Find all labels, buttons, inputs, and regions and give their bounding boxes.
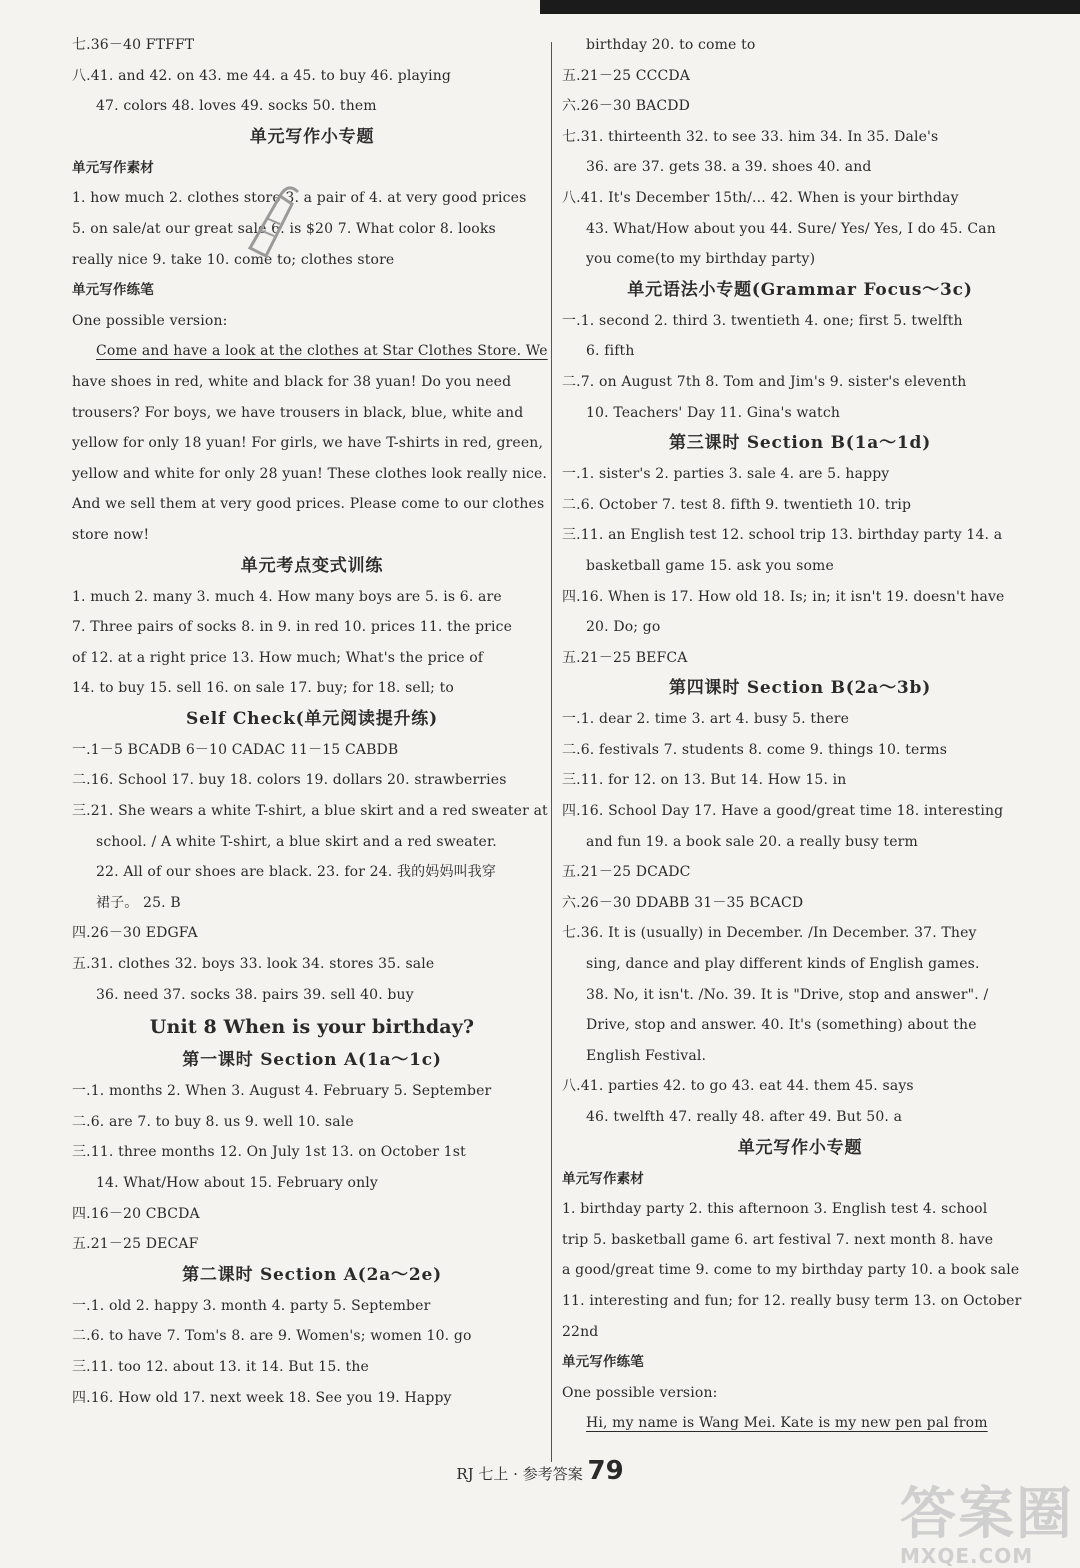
answer-line: 一.1. second 2. third 3. twentieth 4. one; first 5. twelfth [562, 312, 963, 329]
answer-line: 七.36－40 FTFFT [72, 37, 195, 53]
answer-line: 三.11. three months 12. On July 1st 13. on October 1st [72, 1144, 466, 1161]
footer-label: RJ 七上 · 参考答案 [456, 1465, 583, 1483]
answer-line [562, 1408, 1038, 1439]
answer-line: Drive, stop and answer. 40. It's (something) about the [586, 1017, 977, 1034]
answer-line: 10. Teachers' Day 11. Gina's watch [586, 404, 840, 421]
answer-line: yellow and white for only 28 yuan! These clothes look really nice. [72, 465, 548, 482]
answer-line: 5. on sale/at our great sale 6. is $20 7. What color 8. looks [72, 220, 496, 237]
answer-line: 二.7. on August 7th 8. Tom and Jim's 9. sister's eleventh [562, 373, 967, 390]
answer-line: 46. twelfth 47. really 48. after 49. But 50. a [586, 1109, 903, 1125]
answer-line: 38. No, it isn't. /No. 39. It is "Drive, stop and answer". / [586, 986, 989, 1003]
page-number: 79 [587, 1456, 624, 1486]
answer-line: 七.31. thirteenth 32. to see 33. him 34. In 35. Dale's [562, 128, 939, 145]
answer-line: 三.11. an English test 12. school trip 13. birthday party 14. a [562, 527, 1003, 544]
section-heading: 第三课时 Section B(1a～1d) [668, 433, 932, 454]
answer-line: 四.26－30 EDGFA [72, 925, 198, 942]
answer-line: 36. are 37. gets 38. a 39. shoes 40. and [586, 159, 872, 176]
answer-line: 八.41. parties 42. to go 43. eat 44. them 45. says [562, 1078, 914, 1095]
answer-line: basketball game 15. ask you some [586, 557, 834, 574]
answer-line: birthday 20. to come to [586, 37, 756, 53]
answer-line: 20. Do; go [586, 619, 661, 636]
answer-line: 1. birthday party 2. this afternoon 3. English test 4. school [562, 1201, 988, 1218]
section-heading: Self Check(单元阅读提升练) [186, 708, 438, 729]
section-heading: 单元写作小专题 [737, 1137, 863, 1158]
watermark [900, 1470, 1074, 1568]
kuaidui-stamp-icon [230, 178, 300, 268]
answer-line: really nice 9. take 10. come to; clothes store [72, 251, 395, 268]
answer-line: 1. how much 2. clothes store 3. a pair of 4. at very good prices [72, 190, 527, 207]
answer-line: of 12. at a right price 13. How much; What's the price of [72, 649, 484, 666]
watermark-url: MXQE.COM [900, 1544, 1034, 1568]
answer-line: 七.36. It is (usually) in December. /In December. 37. They [562, 925, 977, 942]
answer-line: store now! [72, 526, 150, 543]
section-heading: 第二课时 Section A(2a～2e) [182, 1264, 442, 1285]
answer-line: trip 5. basketball game 6. art festival 7. next month 8. have [562, 1231, 994, 1248]
answer-line: 四.16－20 CBCDA [72, 1205, 200, 1222]
answer-line: One possible version: [562, 1384, 718, 1401]
answer-line: 一.1－5 BCADB 6－10 CADAC 11－15 CABDB [72, 741, 399, 758]
answer-line: sing, dance and play different kinds of English games. [586, 956, 980, 973]
answer-line: you come(to my birthday party) [586, 251, 816, 268]
section-heading: 第四课时 Section B(2a～3b) [668, 678, 932, 699]
answer-line: have shoes in red, white and black for 38 yuan! Do you need [72, 373, 512, 390]
underlined-text: Hi, my name is Wang Mei. Kate is my new pen pal from [586, 1415, 988, 1432]
answer-line: 36. need 37. socks 38. pairs 39. sell 40. buy [96, 986, 414, 1003]
answer-line: 一.1. old 2. happy 3. month 4. party 5. September [72, 1297, 431, 1314]
answer-line: 二.6. festivals 7. students 8. come 9. things 10. terms [562, 741, 948, 758]
answer-line: 三.21. She wears a white T-shirt, a blue skirt and a red sweater at [72, 803, 548, 820]
answer-line: 八.41. It's December 15th/... 42. When is your birthday [562, 189, 959, 206]
answer-line: One possible version: [72, 312, 228, 329]
answer-line: and fun 19. a book sale 20. a really busy term [586, 833, 918, 850]
section-heading: 单元考点变式训练 [240, 555, 384, 576]
answer-line: 7. Three pairs of socks 8. in 9. in red 10. prices 11. the price [72, 619, 513, 636]
answer-line: 三.11. for 12. on 13. But 14. How 15. in [562, 772, 847, 789]
answer-line: 14. to buy 15. sell 16. on sale 17. buy; for 18. sell; to [72, 680, 454, 697]
answer-line: 22. All of our shoes are black. 23. for 24. 我的妈妈叫我穿 [96, 864, 497, 881]
section-heading: 单元语法小专题(Grammar Focus～3c) [627, 279, 973, 300]
answer-line: 五.21－25 BEFCA [562, 649, 688, 666]
answer-line: 五.21－25 CCCDA [562, 67, 690, 84]
answer-line: 1. much 2. many 3. much 4. How many boys are 5. is 6. are [72, 588, 502, 605]
answer-line: 二.6. are 7. to buy 8. us 9. well 10. sale [72, 1113, 354, 1130]
subsection-label: 单元写作练笔 [72, 282, 154, 299]
answer-line: 一.1. months 2. When 3. August 4. February 5. September [72, 1083, 492, 1100]
answer-line: 八.41. and 42. on 43. me 44. a 45. to buy 46. playing [72, 67, 452, 84]
answer-line: 二.6. October 7. test 8. fifth 9. twentieth 10. trip [562, 496, 912, 513]
answer-line [72, 336, 552, 367]
answer-line: 14. What/How about 15. February only [96, 1175, 378, 1191]
answer-line: 四.16. When is 17. How old 18. Is; in; it isn't 19. doesn't have [562, 588, 1005, 605]
column-divider [551, 42, 552, 1462]
answer-line: trousers? For boys, we have trousers in black, blue, white and [72, 404, 524, 421]
answer-line: 22nd [562, 1323, 599, 1340]
answer-line: 四.16. School Day 17. Have a good/great time 18. interesting [562, 803, 1004, 820]
unit-title: Unit 8 When is your birthday? [149, 1016, 475, 1039]
section-heading: 单元写作小专题 [249, 126, 375, 147]
answer-line: 五.21－25 DECAF [72, 1236, 199, 1253]
answer-line: 11. interesting and fun; for 12. really busy term 13. on October [562, 1292, 1022, 1309]
answer-line: 三.11. too 12. about 13. it 14. But 15. the [72, 1358, 369, 1375]
subsection-label: 单元写作练笔 [562, 1354, 644, 1371]
answer-line: 6. fifth [586, 343, 635, 360]
underlined-text: Come and have a look at the clothes at Star Clothes Store. We [96, 343, 548, 360]
answer-line: 一.1. sister's 2. parties 3. sale 4. are 5. happy [562, 466, 890, 483]
watermark-brand: 答案圈 [900, 1482, 1074, 1547]
subsection-label: 单元写作素材 [562, 1170, 644, 1187]
left-column [72, 30, 552, 1413]
answer-line: 五.21－25 DCADC [562, 864, 691, 881]
answer-line: 一.1. dear 2. time 3. art 4. busy 5. there [562, 711, 850, 728]
answer-line: a good/great time 9. come to my birthday party 10. a book sale [562, 1262, 1020, 1279]
right-column [562, 30, 1038, 1439]
answer-line: school. / A white T-shirt, a blue skirt and a red sweater. [96, 833, 497, 850]
answer-line: 43. What/How about you 44. Sure/ Yes/ Yes, I do 45. Can [586, 220, 996, 237]
section-heading: 第一课时 Section A(1a～1c) [182, 1050, 442, 1071]
answer-line: 四.16. How old 17. next week 18. See you 19. Happy [72, 1389, 452, 1406]
answer-line: And we sell them at very good prices. Please come to our clothes [72, 496, 545, 513]
answer-line: 47. colors 48. loves 49. socks 50. them [96, 98, 377, 115]
answer-line: 二.6. to have 7. Tom's 8. are 9. Women's; women 10. go [72, 1328, 472, 1345]
answer-line: 五.31. clothes 32. boys 33. look 34. stores 35. sale [72, 956, 435, 973]
answer-line: yellow for only 18 yuan! For girls, we have T-shirts in red, green, [72, 435, 544, 452]
answer-line: 六.26－30 DDABB 31－35 BCACD [562, 894, 804, 911]
answer-line: 六.26－30 BACDD [562, 98, 691, 115]
subsection-label: 单元写作素材 [72, 159, 154, 176]
answer-line: 二.16. School 17. buy 18. colors 19. dollars 20. strawberries [72, 772, 507, 789]
answer-line: English Festival. [586, 1047, 707, 1064]
top-edge-bar [540, 0, 1080, 14]
answer-line: 裙子。 25. B [96, 894, 181, 911]
